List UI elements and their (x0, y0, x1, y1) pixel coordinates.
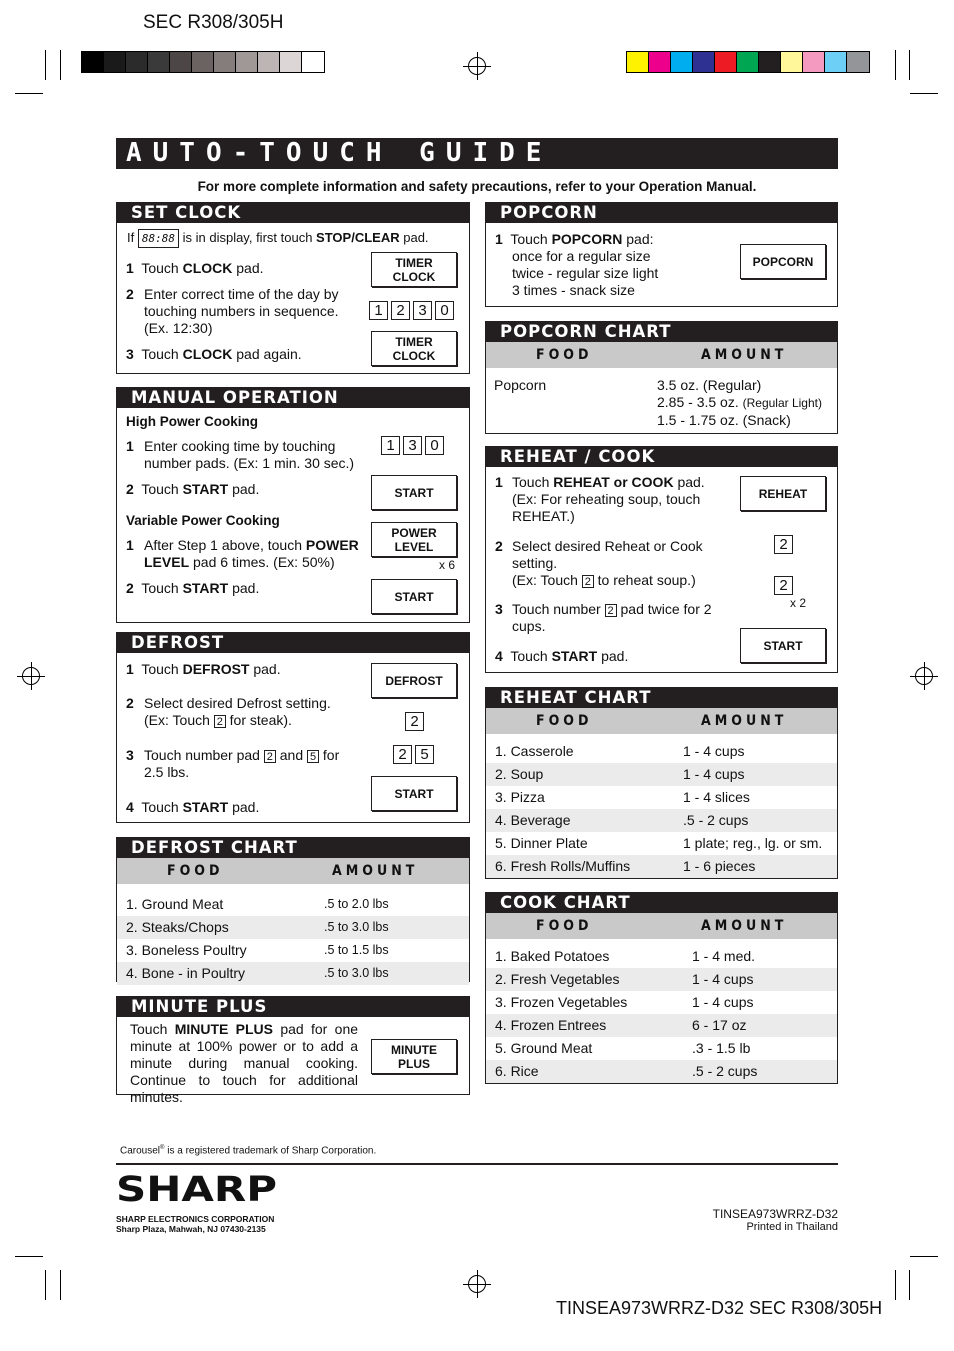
step-text: pad. (228, 580, 260, 596)
row-food: 1. Baked Potatoes (495, 948, 610, 964)
calibration-swatch (759, 52, 781, 72)
step-bold: POPCORN (551, 231, 623, 247)
step (495, 648, 628, 665)
crop-mark (895, 50, 896, 80)
reheat-button[interactable]: REHEAT (740, 476, 826, 511)
step-text: After Step 1 above, touch (144, 537, 306, 553)
food-column-header: FOOD (536, 347, 593, 363)
timer-clock-button[interactable] (371, 252, 457, 287)
step-text: Touch number pad (144, 747, 264, 763)
row-food: 3. Boneless Poultry (126, 942, 247, 958)
step-number: 3 (126, 747, 134, 763)
calibration-swatch (148, 52, 170, 72)
registration-mark-icon (468, 1275, 486, 1293)
step-number: 2 (126, 580, 134, 596)
step-number: 1 (495, 474, 503, 490)
step-bold: START (551, 648, 598, 664)
calibration-swatch (236, 52, 258, 72)
step (126, 580, 259, 597)
crop-mark (15, 1256, 43, 1257)
step-bold: REHEAT or COOK (553, 474, 674, 490)
subheading: High Power Cooking (126, 414, 259, 429)
step-text (144, 537, 369, 571)
row-amount: .5 to 3.0 lbs (324, 920, 389, 934)
reheat-chart-section (485, 687, 838, 879)
note-text: is a registered trademark of Sharp Corporation. (164, 1145, 377, 1157)
step-text: pad. (597, 648, 629, 664)
section-heading: DEFROST CHART (117, 838, 469, 858)
step-number: 2 (126, 286, 134, 302)
step-text (144, 747, 369, 781)
defrost-button[interactable]: DEFROST (371, 663, 457, 698)
number-key[interactable]: 2 (774, 535, 793, 554)
manual-operation-section (116, 387, 470, 623)
step-bold: DEFROST (182, 661, 250, 677)
row-amount: .5 to 1.5 lbs (324, 943, 389, 957)
step-text: Touch number (512, 601, 605, 617)
step (126, 286, 134, 303)
step-text (512, 474, 724, 525)
section-heading: MANUAL OPERATION (117, 388, 469, 408)
step (126, 695, 134, 712)
start-button[interactable]: START (371, 579, 457, 614)
power-level-button[interactable] (371, 522, 457, 557)
crop-mark (895, 1270, 896, 1300)
step-text: for steak). (225, 712, 292, 728)
step-text: Select desired Reheat or Cook setting. (512, 538, 703, 571)
step (495, 601, 503, 618)
table-row (117, 962, 469, 985)
chart-amounts (657, 377, 822, 429)
step-text: pad twice for 2 cups. (512, 601, 712, 634)
step-bold: START (182, 799, 229, 815)
table-row (486, 786, 837, 809)
step-text: Enter cooking time by touching number pads. (Ex: 1 min. 30 sec.) (144, 438, 355, 471)
header-model: SEC R308/305H (143, 12, 284, 33)
clock-note (127, 229, 429, 248)
step-text: Select desired Defrost setting. (144, 695, 331, 711)
calibration-swatch (847, 52, 869, 72)
step-number: 2 (126, 481, 134, 497)
row-amount: 1 plate; reg., lg. or sm. (683, 835, 823, 851)
step (126, 438, 134, 455)
popcorn-chart-section (485, 321, 838, 434)
step-number: 4 (495, 648, 503, 664)
step-number: 1 (126, 661, 134, 677)
chart-header (117, 858, 469, 884)
step-bold: CLOCK (182, 346, 233, 362)
calibration-swatch (627, 52, 649, 72)
pad-label: LEVEL (394, 539, 434, 554)
calibration-swatch (781, 52, 803, 72)
inline-key: 2 (605, 604, 617, 617)
section-heading: DEFROST (117, 633, 469, 653)
chart-header (486, 342, 837, 368)
chart-header (486, 913, 837, 939)
note-text: ® (160, 1145, 165, 1151)
step-text: Touch (141, 661, 183, 677)
amount-column-header: AMOUNT (701, 347, 788, 363)
step-text: and (275, 747, 307, 763)
amount-column-header: AMOUNT (701, 918, 788, 934)
inline-key: 2 (214, 715, 226, 728)
step-number: 3 (495, 601, 503, 617)
row-amount: .5 - 2 cups (692, 1063, 758, 1079)
number-key[interactable]: 0 (435, 301, 454, 320)
food-column-header: FOOD (167, 863, 224, 879)
food-column-header: FOOD (536, 713, 593, 729)
page-title: AUTO-TOUCH GUIDE (116, 138, 838, 169)
option-text: once for a regular size (512, 248, 651, 264)
row-amount: .5 to 2.0 lbs (324, 897, 389, 911)
row-food: 5. Ground Meat (495, 1040, 593, 1056)
table-row (117, 939, 469, 962)
section-heading: POPCORN CHART (486, 322, 837, 342)
step (126, 346, 302, 363)
section-heading: POPCORN (486, 203, 837, 223)
calibration-swatch (192, 52, 214, 72)
row-food: 2. Soup (495, 766, 544, 782)
step-text: (Ex: Touch (144, 712, 214, 728)
number-key[interactable]: 2 (774, 576, 793, 595)
row-food: 5. Dinner Plate (495, 835, 588, 851)
crop-mark (909, 50, 910, 80)
step (495, 474, 503, 491)
step-number: 1 (126, 438, 134, 454)
section-heading: COOK CHART (486, 893, 837, 913)
popcorn-section (485, 202, 838, 307)
step-number: 1 (126, 260, 134, 276)
calibration-swatch (170, 52, 192, 72)
number-key[interactable]: 3 (403, 436, 422, 455)
step-text (512, 538, 724, 589)
amount-column-header: AMOUNT (332, 863, 419, 879)
step-text: Touch (512, 474, 554, 490)
popcorn-button[interactable]: POPCORN (740, 244, 826, 279)
chart-amount: 2.85 - 3.5 oz. (657, 394, 739, 410)
row-amount: 1 - 4 cups (683, 766, 745, 782)
step (495, 231, 654, 248)
step-text: to reheat soup.) (593, 572, 696, 588)
inline-key: 2 (582, 575, 594, 588)
chart-amount: (Regular Light) (742, 396, 822, 410)
number-key[interactable]: 3 (413, 301, 432, 320)
step (126, 661, 281, 678)
defrost-section (116, 632, 470, 823)
calibration-swatch (280, 52, 302, 72)
crop-mark (60, 50, 61, 80)
row-amount: 1 - 4 slices (683, 789, 750, 805)
step-number: 1 (495, 231, 503, 247)
step-number: 2 (495, 538, 503, 554)
body-text: Touch (130, 1021, 175, 1037)
calibration-swatch (671, 52, 693, 72)
amount-column-header: AMOUNT (701, 713, 788, 729)
row-food: 2. Fresh Vegetables (495, 971, 620, 987)
display-indicator: 88:88 (138, 229, 179, 248)
step-text: pad. (228, 799, 260, 815)
pad-label: CLOCK (392, 348, 436, 363)
row-food: 6. Fresh Rolls/Muffins (495, 858, 631, 874)
number-key[interactable]: 2 (391, 301, 410, 320)
table-row (486, 832, 837, 855)
chart-rows (486, 945, 837, 1083)
table-row (486, 991, 837, 1014)
minute-plus-text (130, 1021, 358, 1106)
step-text: Touch (141, 346, 183, 362)
table-row (486, 968, 837, 991)
step (126, 260, 264, 277)
subheading: Variable Power Cooking (126, 513, 280, 528)
registration-mark-icon (915, 667, 933, 685)
body-bold: MINUTE PLUS (174, 1021, 274, 1037)
pad-label: POWER (391, 525, 437, 540)
row-amount: 6 - 17 oz (692, 1017, 747, 1033)
crop-mark (45, 50, 46, 80)
row-food: 6. Rice (495, 1063, 539, 1079)
corp-address: Sharp Plaza, Mahwah, NJ 07430-2135 (116, 1224, 266, 1234)
food-column-header: FOOD (536, 918, 593, 934)
table-row (486, 1060, 837, 1083)
start-button[interactable]: START (371, 475, 457, 510)
step-text: Touch (141, 481, 183, 497)
crop-mark (909, 1270, 910, 1300)
number-keys (369, 301, 454, 320)
row-amount: 1 - 4 cups (683, 743, 745, 759)
row-amount: .5 to 3.0 lbs (324, 966, 389, 980)
row-amount: .3 - 1.5 lb (692, 1040, 751, 1056)
registration-mark-icon (468, 57, 486, 75)
step-text: (Ex: For reheating soup, touch REHEAT.) (512, 491, 701, 524)
color-calibration-bar (626, 51, 870, 73)
table-row (486, 855, 837, 878)
note-text: Carousel (120, 1145, 161, 1157)
calibration-swatch (737, 52, 759, 72)
corp-name: SHARP ELECTRONICS CORPORATION (116, 1214, 275, 1224)
calibration-swatch (214, 52, 236, 72)
printed-in: Printed in Thailand (746, 1221, 838, 1233)
row-amount: 1 - 4 med. (692, 948, 756, 964)
chart-amount: 1.5 - 1.75 oz. (Snack) (657, 412, 791, 428)
step-number: 1 (126, 537, 134, 553)
chart-header (486, 708, 837, 734)
step-text: pad 6 times. (Ex: 50%) (189, 554, 335, 570)
crop-mark (910, 1256, 938, 1257)
row-food: 4. Beverage (495, 812, 571, 828)
row-amount: 1 - 4 cups (692, 994, 754, 1010)
table-row (117, 916, 469, 939)
row-food: 3. Pizza (495, 789, 545, 805)
calibration-swatch (302, 52, 324, 72)
row-food: 4. Frozen Entrees (495, 1017, 607, 1033)
table-row (117, 893, 469, 916)
timer-clock-button[interactable] (371, 331, 457, 366)
minute-plus-button[interactable] (371, 1039, 457, 1074)
pad-label: PLUS (397, 1056, 430, 1071)
table-row (486, 763, 837, 786)
pad-label: TIMER (395, 334, 433, 349)
step-number: 3 (126, 346, 134, 362)
step-bold: CLOCK (182, 260, 233, 276)
inline-key: 5 (307, 750, 319, 763)
table-row (486, 1014, 837, 1037)
row-food: 1. Ground Meat (126, 896, 224, 912)
step-text: pad. (673, 474, 705, 490)
step-bold: START (182, 580, 229, 596)
section-heading: REHEAT CHART (486, 688, 837, 708)
sharp-logo: SHARP (116, 1170, 278, 1210)
registration-mark-icon (22, 667, 40, 685)
chart-amount: 3.5 oz. (Regular) (657, 377, 762, 393)
cook-chart-section (485, 892, 838, 1084)
doc-code: TINSEA973WRRZ-D32 (712, 1207, 838, 1221)
reheat-cook-section (485, 446, 838, 673)
step-text: pad again. (232, 346, 302, 362)
trademark-note (120, 1145, 376, 1156)
step-text: pad. (249, 661, 281, 677)
step-text: Enter correct time of the day by touching numbers in sequence. (Ex. 12:30) (144, 286, 339, 336)
pad-label: MINUTE (391, 1042, 437, 1057)
crop-mark (45, 1270, 46, 1300)
step (495, 538, 503, 555)
step-number: 2 (126, 695, 134, 711)
start-button[interactable]: START (740, 628, 826, 663)
step-text: Touch (510, 231, 552, 247)
calibration-swatch (649, 52, 671, 72)
step-bold: POWER LEVEL (144, 537, 359, 570)
intro-text: For more complete information and safety precautions, refer to your Operation Manual. (197, 179, 757, 194)
minute-plus-section (116, 996, 470, 1105)
pad-label: CLOCK (392, 269, 436, 284)
chart-rows (117, 893, 469, 985)
step-text (144, 695, 364, 729)
step-text: pad. (232, 260, 264, 276)
step-text: Touch (510, 648, 552, 664)
section-heading: SET CLOCK (117, 203, 469, 223)
number-key[interactable]: 5 (415, 745, 434, 764)
gray-calibration-bar (81, 51, 325, 73)
row-food: 3. Frozen Vegetables (495, 994, 628, 1010)
table-row (486, 740, 837, 763)
body-text: pad for one minute at 100% power or to add a minute during manual cooking. Continue to touch for additional minutes. (130, 1021, 359, 1105)
table-row (486, 1037, 837, 1060)
row-food: 4. Bone - in Poultry (126, 965, 246, 981)
step-text: for (322, 747, 340, 763)
calibration-swatch (803, 52, 825, 72)
table-row (486, 945, 837, 968)
step-text: pad: (622, 231, 654, 247)
calibration-swatch (693, 52, 715, 72)
times-label: x 6 (439, 558, 456, 572)
footer-divider (116, 1163, 838, 1165)
step-text: Touch (141, 799, 183, 815)
bottom-model: TINSEA973WRRZ-D32 SEC R308/305H (556, 1298, 883, 1318)
step (126, 747, 134, 764)
number-key[interactable]: 1 (369, 301, 388, 320)
step-text: 2.5 lbs. (144, 764, 190, 780)
pad-label: TIMER (395, 255, 433, 270)
row-amount: 1 - 4 cups (692, 971, 754, 987)
crop-mark (910, 93, 938, 94)
number-key[interactable]: 0 (425, 436, 444, 455)
calibration-swatch (82, 52, 104, 72)
table-row (486, 809, 837, 832)
set-clock-section (116, 202, 470, 374)
inline-key: 2 (264, 750, 276, 763)
step-text (512, 601, 732, 635)
crop-mark (60, 1270, 61, 1300)
defrost-chart-section (116, 837, 470, 982)
times-label: x 2 (790, 596, 807, 610)
section-heading: MINUTE PLUS (117, 997, 469, 1017)
note-bold: STOP/CLEAR (316, 230, 400, 245)
step-bold: START (182, 481, 229, 497)
calibration-swatch (825, 52, 847, 72)
calibration-swatch (104, 52, 126, 72)
step-text: Touch (141, 580, 183, 596)
step (126, 537, 134, 554)
step (126, 799, 259, 816)
chart-rows (486, 740, 837, 878)
note-text: pad. (403, 230, 429, 245)
crop-mark (15, 93, 43, 94)
number-key[interactable]: 1 (381, 436, 400, 455)
number-keys (381, 436, 444, 455)
option-text: twice - regular size light (512, 265, 659, 281)
number-key[interactable]: 2 (393, 745, 412, 764)
number-key[interactable]: 2 (405, 712, 424, 731)
option-text: 3 times - snack size (512, 282, 635, 298)
calibration-swatch (258, 52, 280, 72)
number-keys (393, 745, 434, 764)
row-amount: 1 - 6 pieces (683, 858, 756, 874)
popcorn-options (512, 248, 658, 299)
row-food: 2. Steaks/Chops (126, 919, 229, 935)
note-text: is in display, first touch (182, 230, 313, 245)
note-text: If (127, 230, 135, 245)
row-amount: .5 - 2 cups (683, 812, 749, 828)
row-food: 1. Casserole (495, 743, 574, 759)
step-text: pad. (228, 481, 260, 497)
step-number: 4 (126, 799, 134, 815)
start-button[interactable]: START (371, 776, 457, 811)
calibration-swatch (715, 52, 737, 72)
step-text: (Ex: Touch (512, 572, 582, 588)
section-heading: REHEAT / COOK (486, 447, 837, 467)
calibration-swatch (126, 52, 148, 72)
step-text: Touch (141, 260, 183, 276)
step (126, 481, 259, 498)
chart-food: Popcorn (494, 377, 547, 393)
